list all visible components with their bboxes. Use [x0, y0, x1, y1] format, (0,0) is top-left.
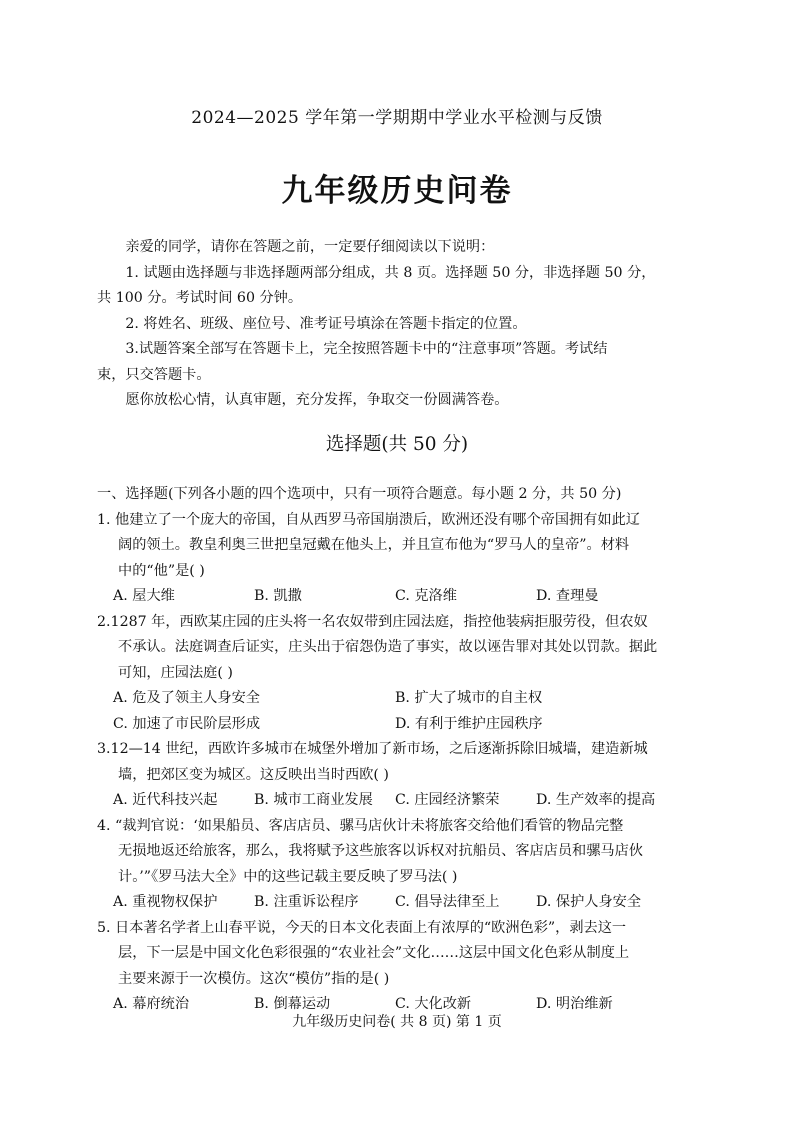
option-b: B. 凯撒 — [254, 588, 302, 604]
option-c: C. 克洛维 — [395, 588, 457, 604]
question-stem-line: 层，下一层是中国文化色彩很强的“农业社会”文化……这层中国文化色彩从制度上 — [118, 945, 630, 961]
option-a: A. 近代科技兴起 — [113, 792, 218, 808]
question-stem-line: 可知，庄园法庭( ) — [118, 664, 233, 681]
option-a: A. 危及了领主人身安全 — [113, 690, 260, 706]
option-b: B. 注重诉讼程序 — [254, 894, 359, 910]
question-stem-line: 阔的领土。教皇利奥三世把皇冠戴在他头上，并且宣布他为“罗马人的皇帝”。材料 — [118, 537, 630, 553]
question-stem-line: 1. 他建立了一个庞大的帝国，自从西罗马帝国崩溃后，欧洲还没有哪个帝国拥有如此辽 — [97, 511, 640, 528]
question-stem-line: 4. “裁判官说：‘如果船员、客店店员、骡马店伙计未将旅客交给他们看管的物品完整 — [97, 817, 624, 834]
options-row — [97, 584, 697, 610]
question-stem-line: 主要来源于一次模仿。这次“模仿”指的是( ) — [118, 970, 390, 987]
option-b: B. 扩大了城市的自主权 — [395, 690, 543, 706]
option-c: C. 庄园经济繁荣 — [395, 792, 500, 808]
options-row — [97, 686, 697, 712]
paper-title: 九年级历史问卷 — [281, 173, 513, 209]
option-c: C. 加速了市民阶层形成 — [113, 715, 261, 732]
instructions-item-3: 3.试题答案全部写在答题卡上，完全按照答题卡中的“注意事项”答题。考试结 — [125, 341, 608, 357]
instructions-item-2: 2. 将姓名、班级、座位号、准考证号填涂在答题卡指定的位置。 — [125, 315, 527, 332]
part-title: 一、选择题(下列各小题的四个选项中，只有一项符合题意。每小题 2 分，共 50 分) — [97, 486, 622, 502]
option-c: C. 倡导法律至上 — [395, 894, 500, 910]
options-row — [97, 788, 697, 814]
question-1 — [97, 508, 697, 610]
question-stem-line: 2.1287 年，西欧某庄园的庄头将一名农奴带到庄园法庭，指控他装病拒服劳役，但农奴 — [97, 613, 648, 630]
section-heading: 选择题(共 50 分) — [325, 434, 469, 455]
question-3 — [97, 737, 697, 814]
question-stem-line: 计。’”《罗马法大全》中的这些记载主要反映了罗马法( ) — [118, 868, 458, 885]
option-d: D. 保护人身安全 — [536, 894, 642, 910]
question-stem-line: 不承认。法庭调查后证实，庄头出于宿怨伪造了事实，故以诬告罪对其处以罚款。据此 — [118, 639, 658, 655]
question-stem-line: 3.12—14 世纪，西欧许多城市在城堡外增加了新市场，之后逐渐拆除旧城墙，建造新城 — [97, 741, 648, 757]
question-stem-line: 墙，把郊区变为城区。这反映出当时西欧( ) — [118, 766, 389, 783]
option-b: B. 倒幕运动 — [254, 996, 331, 1012]
question-4 — [97, 814, 697, 916]
option-d: D. 生产效率的提高 — [536, 792, 656, 808]
instructions-closing: 愿你放松心情，认真审题，充分发挥，争取交一份圆满答卷。 — [125, 392, 509, 408]
question-stem-line: 5. 日本著名学者上山春平说，今天的日本文化表面上有浓厚的“欧洲色彩”，剥去这一 — [97, 919, 627, 936]
option-d: D. 查理曼 — [536, 588, 599, 604]
page-footer: 九年级历史问卷( 共 8 页) 第 1 页 — [292, 1014, 502, 1030]
instructions-greeting: 亲爱的同学，请你在答题之前，一定要仔细阅读以下说明： — [125, 239, 495, 255]
option-c: C. 大化改新 — [395, 996, 472, 1012]
question-5 — [97, 916, 697, 1018]
exam-title: 2024—2025 学年第一学期期中学业水平检测与反馈 — [191, 108, 603, 128]
option-a: A. 幕府统治 — [113, 996, 190, 1012]
options-row — [97, 890, 697, 916]
question-2 — [97, 610, 697, 738]
option-a: A. 屋大维 — [113, 588, 175, 604]
instructions-block — [97, 235, 692, 414]
question-stem-line: 无损地返还给旅客，那么，我将赋予这些旅客以诉权对抗船员、客店店员和骡马店伙 — [118, 843, 643, 859]
option-d: D. 有利于维护庄园秩序 — [395, 715, 543, 732]
instructions-item-1-cont: 共 100 分。考试时间 60 分钟。 — [97, 290, 303, 306]
option-b: B. 城市工商业发展 — [254, 792, 373, 808]
questions-block — [97, 482, 697, 1018]
option-d: D. 明治维新 — [536, 996, 613, 1012]
instructions-item-1: 1. 试题由选择题与非选择题两部分组成，共 8 页。选择题 50 分，非选择题 50 分， — [125, 264, 656, 281]
option-a: A. 重视物权保护 — [113, 894, 218, 910]
instructions-item-3-cont: 束，只交答题卡。 — [97, 366, 211, 383]
question-stem-line: 中的“他”是( ) — [118, 562, 205, 579]
options-row — [97, 712, 697, 738]
